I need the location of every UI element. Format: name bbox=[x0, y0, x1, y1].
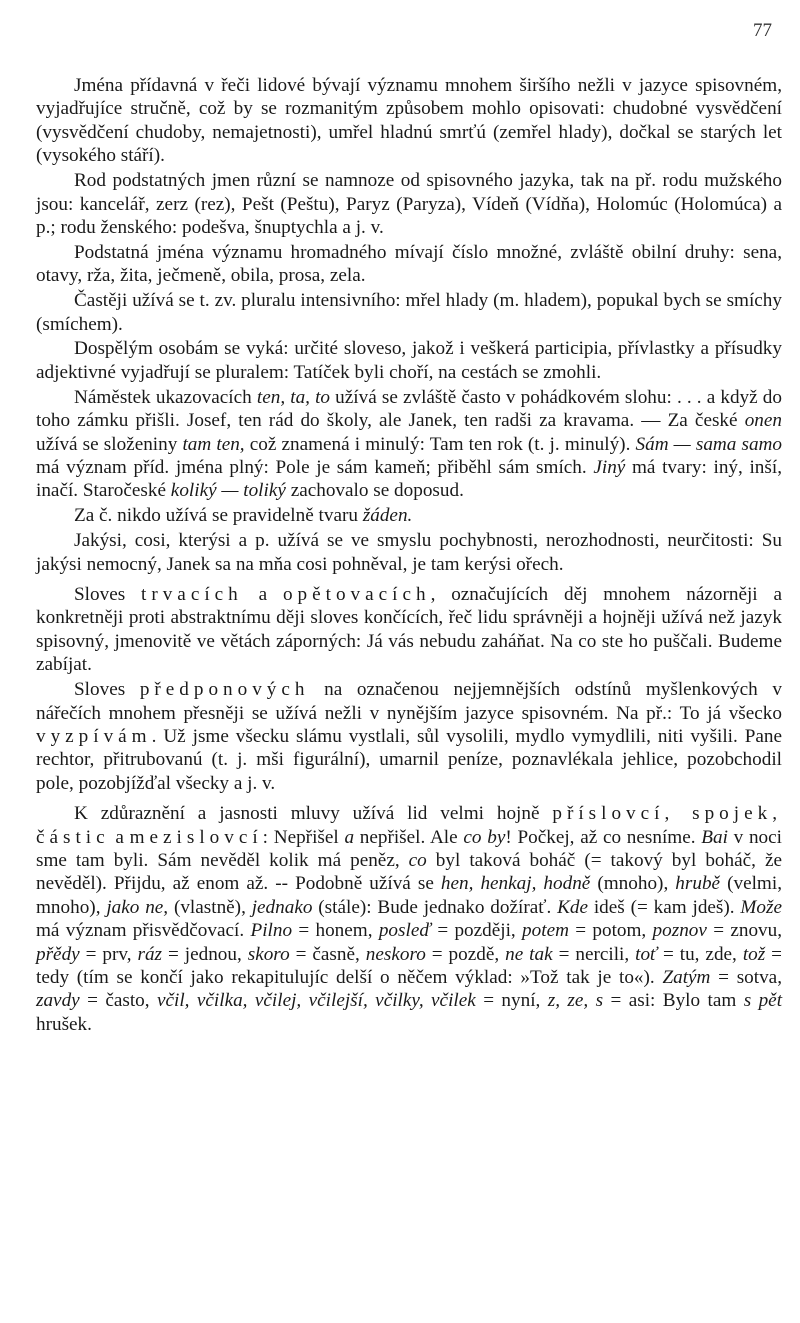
text-run: má význam přisvědčovací. bbox=[36, 920, 251, 942]
italic-term: ne tak bbox=[505, 943, 553, 965]
italic-term: co by bbox=[463, 826, 506, 848]
italic-term: Pilno bbox=[250, 920, 293, 942]
spaced-term: příslovcí, spojek, částic bbox=[36, 803, 782, 848]
italic-term: tož bbox=[742, 943, 766, 965]
italic-term: Bai bbox=[701, 826, 728, 848]
text-run: = znovu, bbox=[706, 920, 783, 942]
text-run: = asi: Bylo tam bbox=[603, 990, 744, 1012]
text-run: = sotva, bbox=[710, 967, 782, 989]
text-run: = tedy (tím se končí jako rekapitulujíc delší o něčem výklad: »Tož tak je to«). bbox=[36, 943, 782, 989]
text-run: Dospělým osobám se vyká: určité sloveso, jakož i veškerá participia, přívlastky a přísudky adjektivné vyjadřují se pluralem: Tatíček byli choří, na cestách se zmohli. bbox=[36, 338, 782, 383]
italic-term: ten, ta, to bbox=[256, 386, 331, 408]
text-run: nepřišel. Ale bbox=[354, 826, 464, 848]
italic-term: co bbox=[408, 850, 427, 871]
text-run: zachovalo se doposud. bbox=[285, 480, 464, 502]
italic-term: posleď bbox=[378, 920, 432, 942]
text-run: užívá se zvláště často v pohádkovém slohu: . . . a když do toho zámku přišli. Josef, ten rád do školy, ale Janek, ten radši za kravama. — Za české bbox=[36, 386, 782, 432]
spaced-term: trvacích bbox=[141, 584, 243, 606]
text-run: = jednou, bbox=[162, 943, 248, 965]
text-run: (mnoho), bbox=[590, 873, 676, 895]
spaced-term: opětovacích bbox=[282, 584, 431, 606]
italic-term: přědy bbox=[36, 943, 80, 965]
paragraph bbox=[36, 289, 782, 336]
italic-term: onen bbox=[744, 410, 782, 432]
text-run: Sloves bbox=[74, 679, 140, 701]
italic-term: toť bbox=[635, 943, 658, 965]
text-run: hrušek. bbox=[36, 1013, 92, 1035]
text-run: a bbox=[242, 584, 283, 606]
italic-term: tam ten, bbox=[182, 433, 245, 455]
text-run: Náměstek ukazovacích bbox=[74, 386, 257, 408]
text-run: = potom, bbox=[568, 920, 653, 942]
text-run: na označenou nejjemnějších odstínů myšlenkových v nářečích mnohem přesněji se užívá nežli v nynějším jazyce spisovném. Na př.: To já všecko bbox=[36, 679, 782, 724]
paragraph bbox=[36, 169, 782, 239]
italic-term: jednako bbox=[251, 896, 313, 918]
italic-term: potem bbox=[522, 920, 569, 942]
text-run: , označujících děj mnohem názorněji a konkretněji proti abstraktnímu ději sloves končících, řeč lidu správněji a hojněji užívá než jazyk spisovný, jmenovitě ve větách záporných: Já vás nebudu zaháňat. Na co ste ho puščali. Budeme zabíjat. bbox=[36, 584, 782, 676]
paragraph bbox=[36, 504, 782, 527]
text-run: užívá se složeniny bbox=[36, 433, 183, 455]
italic-term: a bbox=[344, 826, 355, 848]
italic-term: hrubě bbox=[675, 873, 721, 895]
spaced-term: mezislovcí bbox=[129, 826, 263, 848]
italic-term: jako ne, bbox=[106, 896, 169, 918]
italic-term: včil, včilka, včilej, včilejší, včilky, včilek bbox=[156, 990, 476, 1012]
text-run: (vlastně), bbox=[168, 896, 252, 918]
text-run: K zdůraznění a jasnosti mluvy užívá lid velmi hojně bbox=[74, 803, 553, 825]
text-run: Častěji užívá se t. zv. pluralu intensivního: mřel hlady (m. hladem), popukal bych se smíchy (smíchem). bbox=[36, 290, 782, 335]
text-run: (velmi, mnoho), bbox=[36, 873, 782, 918]
text-run: což znamená i minulý: Tam ten rok (t. j. minulý). bbox=[244, 433, 636, 455]
text-run: = prv, bbox=[79, 943, 138, 965]
spaced-term: předponových bbox=[139, 679, 310, 701]
page-number: 77 bbox=[753, 20, 772, 41]
italic-term: žáden. bbox=[362, 505, 413, 527]
text-run: ideš (= kam jdeš). bbox=[588, 896, 741, 918]
text-run: má význam příd. jména plný: Pole je sám kameň; přiběhl sám smích. bbox=[36, 457, 594, 478]
text-run: byl taková boháč (= takový byl boháč, že nevěděl). Přijdu, až enom až. -- Podobně užívá se bbox=[36, 850, 782, 895]
text-run: = honem, bbox=[292, 920, 379, 942]
italic-term: z, ze, s bbox=[547, 990, 604, 1012]
italic-term: Kde bbox=[557, 896, 588, 918]
italic-term: Sám — sama samo bbox=[635, 433, 782, 455]
text-run: Jména přídavná v řeči lidové bývají významu mnohem širšího nežli v jazyce spisovném, vyjadřujíce stručně, což by se rozmanitým způsobem mohlo opisovati: chudobné vysvědčení (vysvědčení chudoby, nemajetnosti), umřel hladnú smrťú (zemřel hlady), dočkal se starých let (vysokého stáří). bbox=[36, 75, 782, 167]
spaced-term: vyzpívám bbox=[36, 725, 152, 747]
text-run: (stále): Bude jednako dožírať. bbox=[312, 896, 558, 918]
text-run: Sloves bbox=[74, 584, 142, 606]
text-run: = pozdě, bbox=[425, 943, 506, 965]
text-run: = nyní, bbox=[475, 990, 548, 1012]
text-run: Jakýsi, cosi, kterýsi a p. užívá se ve smyslu pochybnosti, nerozhodnosti, neurčitosti: Su jakýsi nemocný, Janek sa na mňa cosi pohněval, je tam kerýsi ořech. bbox=[36, 530, 782, 575]
text-run: Za č. nikdo užívá se pravidelně tvaru bbox=[74, 505, 363, 527]
paragraph bbox=[36, 241, 782, 288]
italic-term: Zatým bbox=[662, 967, 711, 989]
text-run: = později, bbox=[431, 920, 523, 942]
paragraph bbox=[36, 583, 782, 677]
paragraph bbox=[36, 529, 782, 576]
italic-term: hen, henkaj, hodně bbox=[440, 873, 591, 895]
text-run: = tu, zde, bbox=[657, 943, 743, 965]
italic-term: poznov bbox=[652, 920, 707, 942]
italic-term: zavdy bbox=[36, 990, 80, 1012]
italic-term: Može bbox=[740, 896, 782, 918]
text-run: . Už jsme všecku slámu vystlali, sůl vysolili, mydlo vymydlili, niti vyšili. Pane rechtor, přitrubovanú (t. j. mši figurální), umarnil peníze, poznavlékala jehlice, pozobchodil pole, pozobjížďal všecky a j. v. bbox=[36, 725, 782, 794]
italic-term: s pět bbox=[743, 990, 783, 1012]
paragraph bbox=[36, 386, 782, 503]
text-run: : Nepřišel bbox=[262, 826, 345, 848]
text-run: = nercili, bbox=[552, 943, 636, 965]
text-run: v noci sme tam byli. Sám nevěděl kolik má peněz, bbox=[36, 826, 782, 871]
italic-term: skoro bbox=[247, 943, 290, 965]
italic-term: ráz bbox=[137, 943, 163, 965]
italic-term: neskoro bbox=[365, 943, 426, 965]
paragraph bbox=[36, 74, 782, 168]
paragraph bbox=[36, 337, 782, 384]
text-run: Rod podstatných jmen různí se namnoze od spisovného jazyka, tak na př. rodu mužského jsou: kancelář, zerz (rez), Pešt (Peštu), Paryz (Paryza), Vídeň (Vídňa), Holomúc (Holomúca) a p.; rodu ženského: podešva, šnuptychla a j. v. bbox=[36, 170, 782, 238]
text-run: má tvary: iný, inší, inačí. Staročeské bbox=[36, 457, 782, 502]
italic-term: Jiný bbox=[593, 457, 626, 478]
text-body bbox=[36, 74, 782, 1038]
text-run: a bbox=[109, 826, 130, 848]
text-run: = často, bbox=[79, 990, 157, 1012]
text-run: Podstatná jména významu hromadného mívají číslo množné, zvláště obilní druhy: sena, otavy, rža, žita, ječmeně, obila, prosa, zela. bbox=[36, 241, 782, 287]
paragraph bbox=[36, 802, 782, 1036]
text-run: = časně, bbox=[289, 943, 366, 965]
text-run: ! Počkej, až co nesníme. bbox=[505, 826, 702, 848]
paragraph bbox=[36, 678, 782, 795]
italic-term: koliký — toliký bbox=[170, 480, 286, 502]
